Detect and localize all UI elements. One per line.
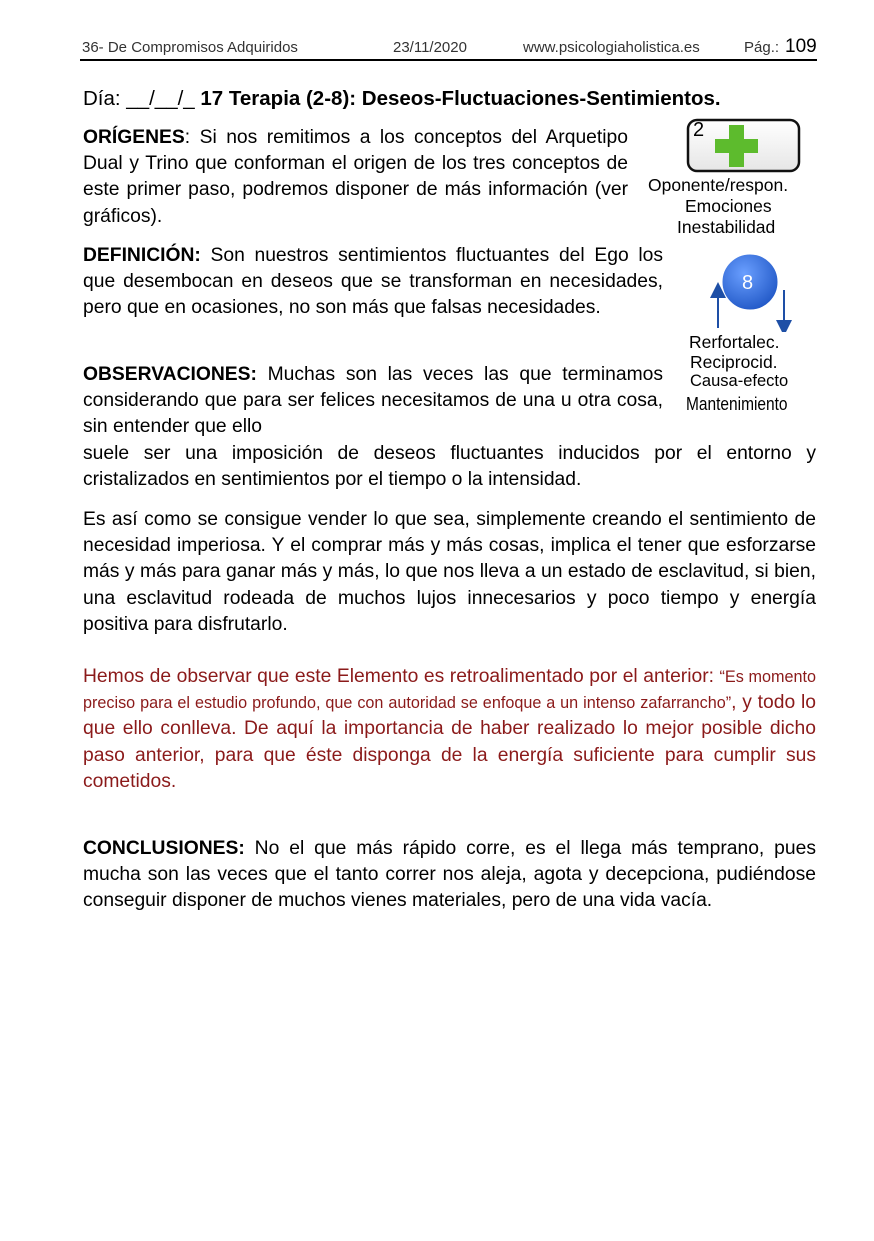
- page-header: [80, 37, 817, 61]
- red-intro: Hemos de observar que este Elemento es retroalimentado por el anterior:: [83, 666, 720, 687]
- figure-8-line-4: Mantenimiento: [686, 394, 788, 414]
- figure-8-line-2: Reciprocid.: [690, 352, 778, 372]
- observaciones-text-b: suele ser una imposición de deseos fluctuantes inducidos por el entorno y cristalizados en sentimientos por el tiempo o la intensidad.: [83, 443, 816, 491]
- figure-8-line-3: Causa-efecto: [690, 372, 789, 390]
- section-conclusiones: [83, 836, 816, 915]
- red-rest: , y todo lo que ello conlleva. De aquí la importancia de haber realizado lo mejor posible dicho paso anterior, para que éste disponga de la energía suficiente para cumplir sus cometidos.: [83, 692, 816, 792]
- conclusiones-text: No el que más rápido corre, es el llega más temprano, pues mucha son las veces que el tanto correr nos aleja, agota y decepciona, pudiéndose conseguir disponer de muchos vienes materiales, pero de una vida vacía.: [83, 838, 816, 912]
- paragraph-esclavitud: [83, 507, 816, 638]
- figure-8-number: 8: [742, 272, 754, 294]
- section-observaciones: [83, 362, 663, 441]
- header-date: 23/11/2020: [393, 39, 467, 56]
- figure-2-line-2: Emociones: [685, 196, 772, 216]
- header-page-number: 109: [785, 36, 817, 57]
- definicion-label: DEFINICIÓN:: [83, 245, 201, 266]
- figure-2-line-3: Inestabilidad: [677, 217, 776, 237]
- heading: 17 Terapia (2-8): Deseos-Fluctuaciones-Sentimientos.: [200, 87, 721, 110]
- header-chapter: 36- De Compromisos Adquiridos: [82, 39, 298, 56]
- origenes-text: : Si nos remitimos a los conceptos del Arquetipo Dual y Trino que conforman el origen de los tres conceptos de este primer paso, podremos disponer de más información (ver gráficos).: [83, 127, 628, 227]
- observaciones-label: OBSERVACIONES:: [83, 364, 257, 385]
- definicion-text: Son nuestros sentimientos fluctuantes del Ego los que desembocan en deseos que se transforman en necesidades, pero que en ocasiones, no son más que falsas necesidades.: [83, 245, 663, 319]
- day-prefix: Día: __/__/_: [83, 87, 201, 110]
- origenes-label: ORÍGENES: [83, 127, 185, 148]
- conclusiones-label: CONCLUSIONES:: [83, 838, 245, 859]
- header-page-label: Pág.:: [744, 39, 780, 56]
- paragraph-retroalimentacion: [83, 664, 816, 795]
- paragraph-esclavitud-text: Es así como se consigue vender lo que sea, simplemente creando el sentimiento de necesidad imperiosa. Y el comprar más y más cosas, implica el tener que esforzarse más y más para ganar más y más, lo que nos lleva a un estado de esclavitud, si bien, una esclavitud rodeada de muchos lujos innecesarios y poco tiempo y energía positiva para disfrutarlo.: [83, 509, 816, 635]
- header-website: www.psicologiaholistica.es: [523, 39, 700, 56]
- page-title: [83, 87, 721, 111]
- observaciones-continuation: [83, 441, 816, 493]
- observaciones-text-a: Muchas son las veces las que terminamos considerando que para ser felices necesitamos de una u otra cosa, sin entender que ello: [83, 364, 663, 438]
- figure-2-line-1: Oponente/respon.: [648, 175, 789, 195]
- red-quote: “Es momento preciso para el estudio profundo, que con autoridad se enfoque a un intenso zafarrancho”: [83, 668, 816, 713]
- section-definicion: [83, 243, 663, 322]
- section-origenes: [83, 125, 628, 230]
- figure-8-line-1: Rerfortalec.: [689, 332, 780, 352]
- figure-2-number: 2: [693, 119, 705, 141]
